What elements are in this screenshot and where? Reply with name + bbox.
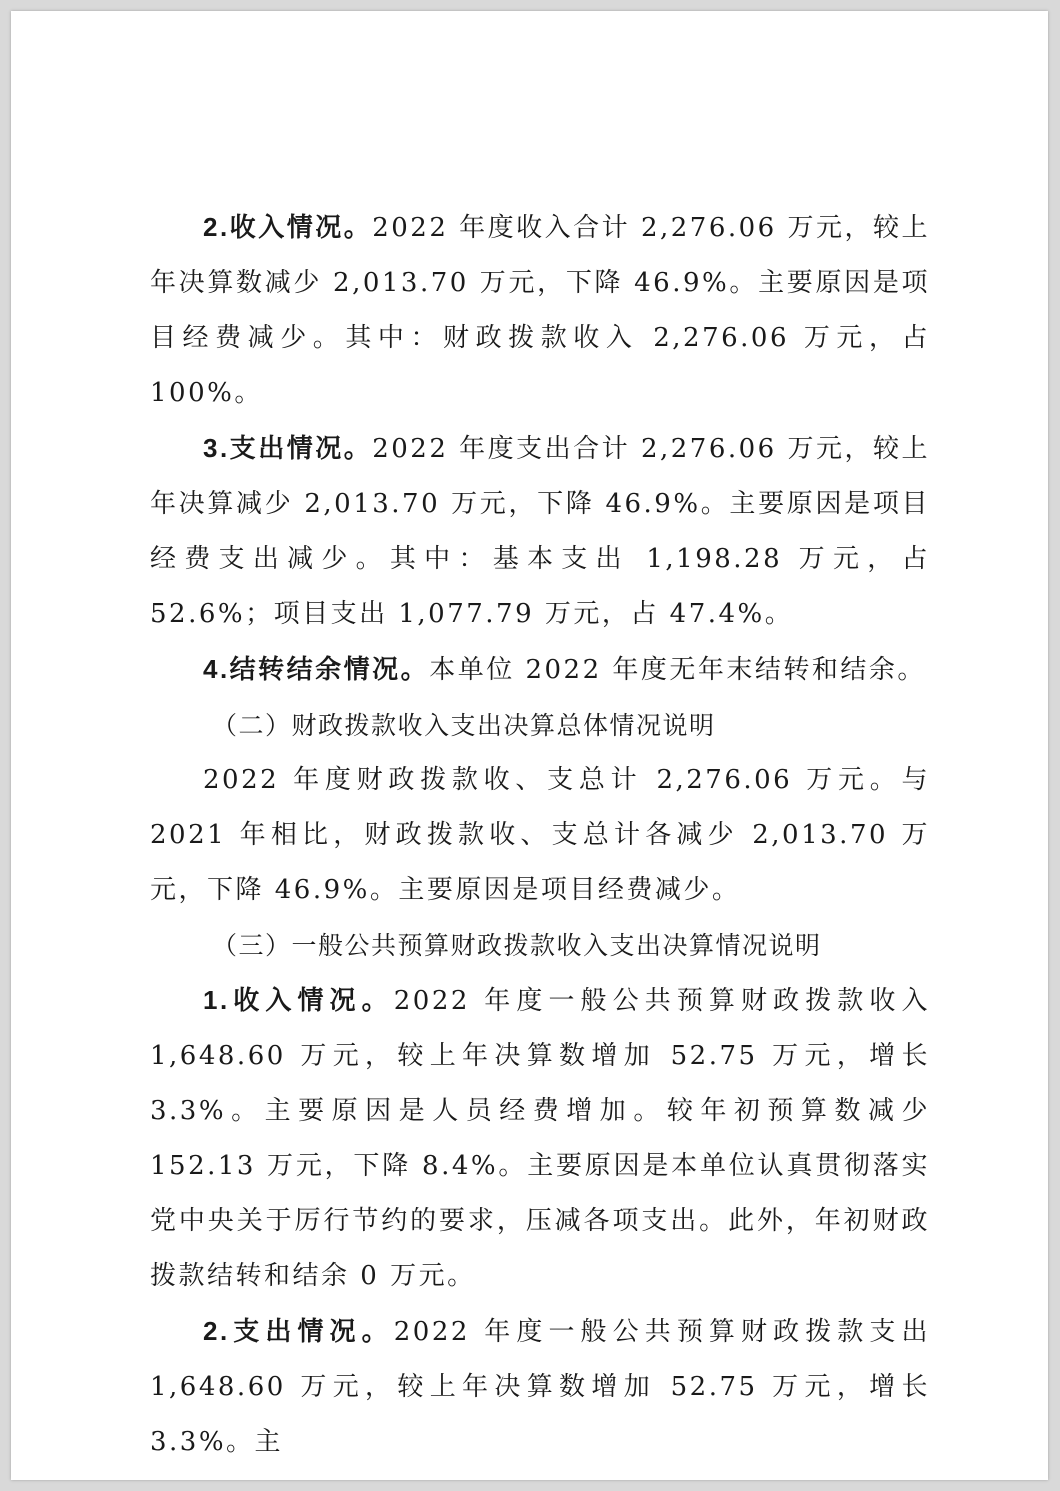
paragraph-text: 2022 年度支出合计 2,276.06 万元，较上年决算减少 2,013.70 万元，下降 46.9%。主要原因是项目经费支出减少。其中：基本支出 1,198.28 万元，占 52.6%；项目支出 1,077.79 万元，占 47.4%。 xyxy=(150,434,931,629)
paragraph-lead: 1.收入情况。 xyxy=(203,985,394,1015)
paragraph-lead: 3.支出情况。 xyxy=(203,433,373,463)
paragraph-fiscal-total: 2022 年度财政拨款收、支总计 2,276.06 万元。与 2021 年相比，财政拨款收、支总计各减少 2,013.70 万元，下降 46.9%。主要原因是项目经费减少。 xyxy=(150,765,930,905)
paragraph-expenditure xyxy=(150,421,930,642)
paragraph-general-expenditure xyxy=(150,1304,930,1470)
document-page xyxy=(11,11,1048,1480)
paragraph-text: 本单位 2022 年度无年末结转和结余。 xyxy=(429,655,926,685)
paragraph-carryover xyxy=(150,642,930,698)
paragraph-general-income xyxy=(150,973,930,1304)
paragraph-text: 2022 年度收入合计 2,276.06 万元，较上年决算数减少 2,013.70 万元，下降 46.9%。主要原因是项目经费减少。其中：财政拨款收入 2,276.06 万元，占 100%。 xyxy=(150,213,931,408)
document-body xyxy=(150,200,930,1470)
paragraph-income xyxy=(150,200,930,421)
section-heading-2: （二）财政拨款收入支出决算总体情况说明 xyxy=(212,711,716,740)
paragraph-lead: 4.结转结余情况。 xyxy=(203,654,430,684)
paragraph-lead: 2.支出情况。 xyxy=(203,1316,394,1346)
paragraph-text: 2022 年度一般公共预算财政拨款支出 1,648.60 万元，较上年决算数增加 52.75 万元，增长 3.3%。主 xyxy=(150,1317,930,1457)
paragraph-text: 2022 年度一般公共预算财政拨款收入 1,648.60 万元，较上年决算数增加 52.75 万元，增长 3.3%。主要原因是人员经费增加。较年初预算数减少 152.13 万元，下降 8.4%。主要原因是本单位认真贯彻落实党中央关于厉行节约的要求，压减各项支出。此外，年初财政拨款结转和结余 0 万元。 xyxy=(150,986,930,1291)
paragraph-lead: 2.收入情况。 xyxy=(203,212,373,242)
section-heading-3: （三）一般公共预算财政拨款收入支出决算情况说明 xyxy=(212,931,822,960)
